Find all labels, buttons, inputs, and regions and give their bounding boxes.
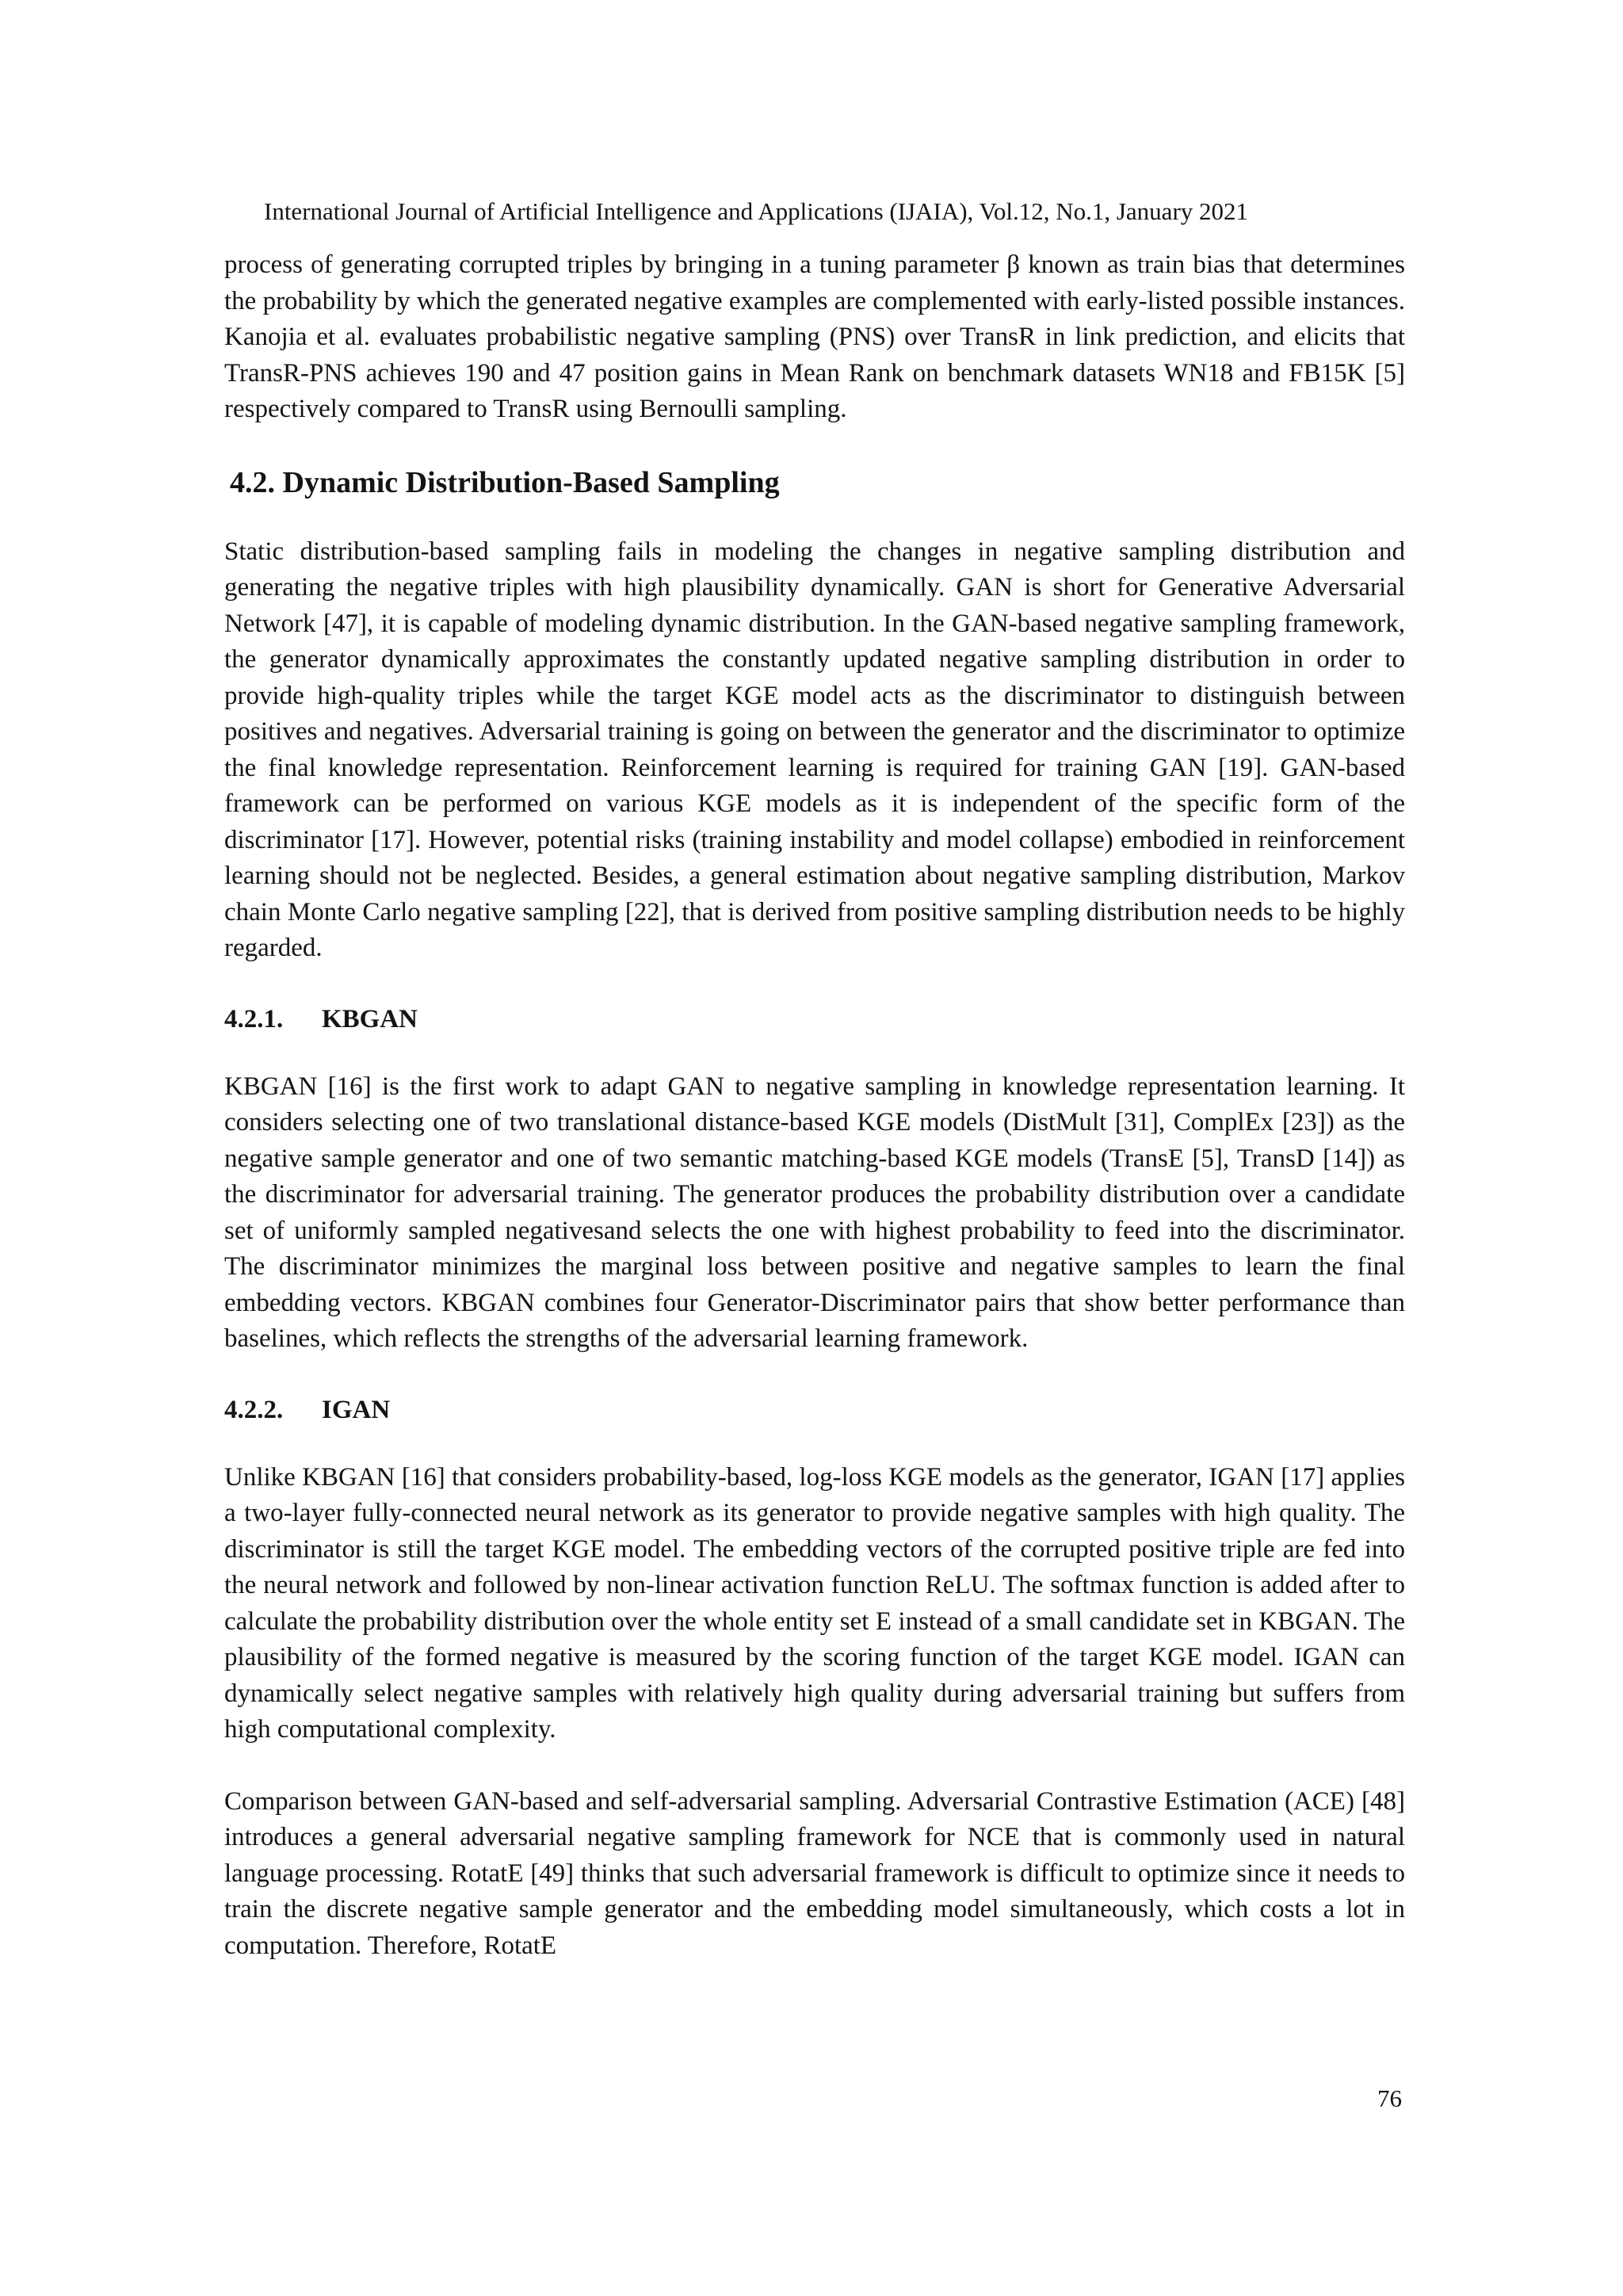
paragraph-dynamic-sampling: Static distribution-based sampling fails in modeling the changes in negative sampling distribution and generating the negative triples with high plausibility dynamically. GAN is short for Generative Adversarial Network [47], it is capable of modeling dynamic distribution. In the GAN-based negative sampling framework, the generator dynamically approximates the constantly updated negative sampling distribution in order to provide high-quality triples while the target KGE model acts as the discriminator to distinguish between positives and negatives. Adversarial training is going on between the generator and the discriminator to optimize the final knowledge representation. Reinforcement learning is required for training GAN [19]. GAN-based framework can be performed on various KGE models as it is independent of the specific form of the discriminator [17]. However, potential risks (training instability and model collapse) embodied in reinforcement learning should not be neglected. Besides, a general estimation about negative sampling distribution, Markov chain Monte Carlo negative sampling [22], that is derived from positive sampling distribution needs to be highly regarded.: [224, 537, 1405, 962]
subsection-heading-igan: [224, 1392, 1405, 1428]
section-heading-4-2: 4.2. Dynamic Distribution-Based Sampling: [230, 465, 780, 499]
paragraph-comparison: Comparison between GAN-based and self-adversarial sampling. Adversarial Contrastive Estimation (ACE) [48] introduces a general adversarial negative sampling framework for NCE that is commonly used in natural language processing. RotatE [49] thinks that such adversarial framework is difficult to optimize since it needs to train the discrete negative sample generator and the embedding model simultaneously, which costs a lot in computation. Therefore, RotatE: [224, 1786, 1405, 1960]
page-body: [224, 247, 1405, 1964]
running-head: International Journal of Artificial Intelligence and Applications (IJAIA), Vol.12, No.1, January 2021: [264, 197, 1249, 225]
paragraph-kbgan: KBGAN [16] is the first work to adapt GAN to negative sampling in knowledge representation learning. It considers selecting one of two translational distance-based KGE models (DistMult [31], ComplEx [23]) as the negative sample generator and one of two semantic matching-based KGE models (TransE [5], TransD [14]) as the discriminator for adversarial training. The generator produces the probability distribution over a candidate set of uniformly sampled negativesand selects the one with highest probability to feed into the discriminator. The discriminator minimizes the marginal loss between positive and negative samples to learn the final embedding vectors. KBGAN combines four Generator-Discriminator pairs that show better performance than baselines, which reflects the strengths of the adversarial learning framework.: [224, 1072, 1405, 1353]
subsection-heading-kbgan: [224, 1002, 1405, 1037]
subsection-title: IGAN: [322, 1395, 391, 1424]
paragraph-igan: Unlike KBGAN [16] that considers probability-based, log-loss KGE models as the generator, IGAN [17] applies a two-layer fully-connected neural network as its generator to provide negative samples with high quality. The discriminator is still the target KGE model. The embedding vectors of the corrupted positive triple are fed into the neural network and followed by non-linear activation function ReLU. The softmax function is added after to calculate the probability distribution over the whole entity set E instead of a small candidate set in KBGAN. The plausibility of the formed negative is measured by the scoring function of the target KGE model. IGAN can dynamically select negative samples with relatively high quality during adversarial training but suffers from high computational complexity.: [224, 1462, 1405, 1744]
page-number: 76: [1377, 2084, 1402, 2112]
subsection-number: 4.2.2.: [224, 1395, 284, 1424]
subsection-title: KBGAN: [322, 1004, 418, 1033]
subsection-number: 4.2.1.: [224, 1004, 284, 1033]
paragraph-intro: process of generating corrupted triples by bringing in a tuning parameter β known as train bias that determines the probability by which the generated negative examples are complemented with early-listed possible instances. Kanojia et al. evaluates probabilistic negative sampling (PNS) over TransR in link prediction, and elicits that TransR-PNS achieves 190 and 47 position gains in Mean Rank on benchmark datasets WN18 and FB15K [5] respectively compared to TransR using Bernoulli sampling.: [224, 250, 1406, 423]
